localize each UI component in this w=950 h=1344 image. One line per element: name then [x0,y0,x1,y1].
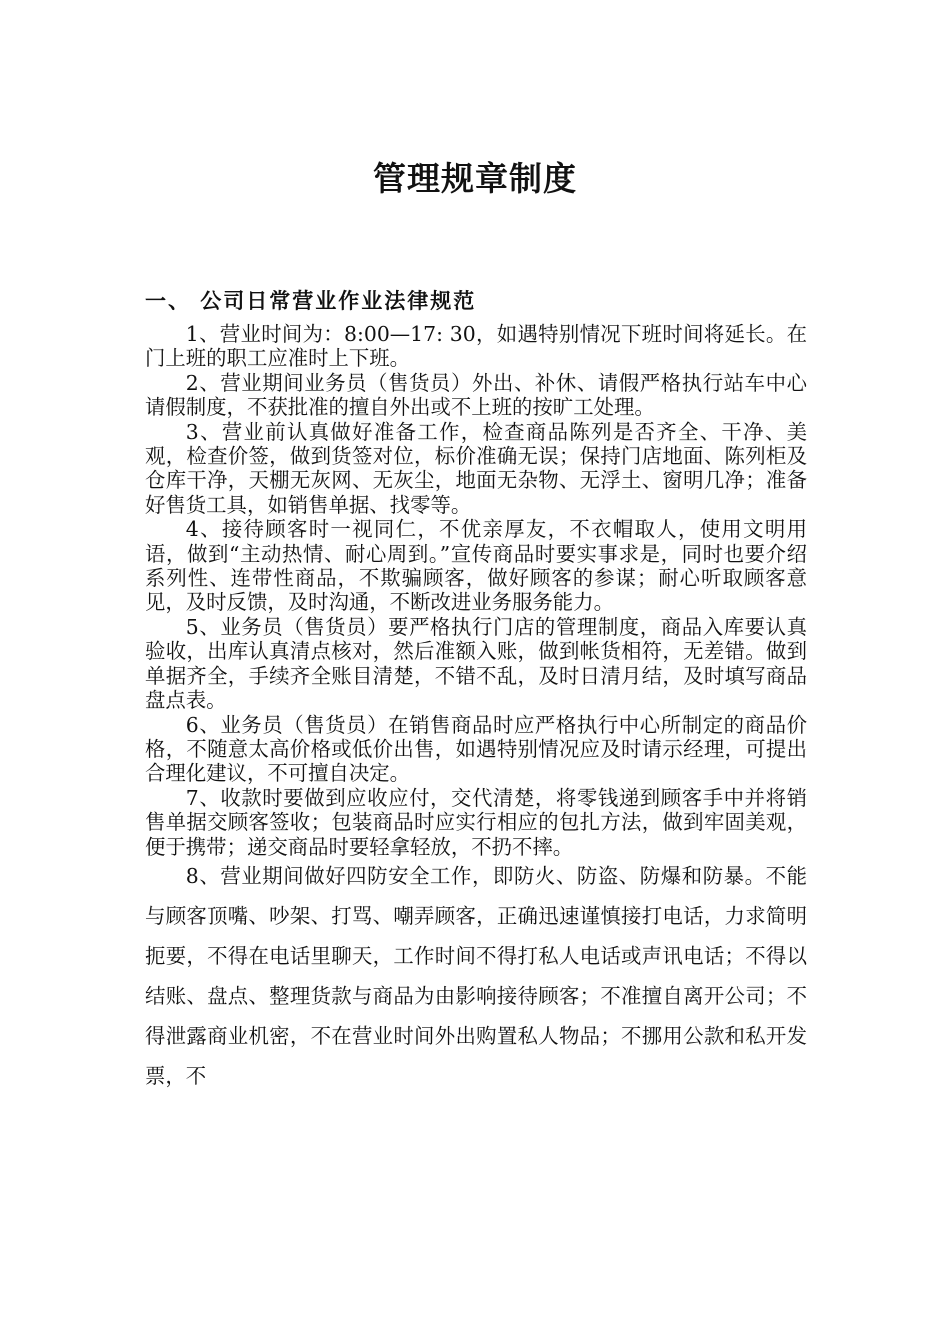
paragraph-3: 3、营业前认真做好准备工作，检查商品陈列是否齐全、干净、美观，检查价签，做到货签对位，标价准确无误；保持门店地面、陈列柜及仓库干净，天棚无灰网、无灰尘，地面无杂物、无浮土、窗明几净；准备好售货工具，如销售单据、找零等。 [145,419,807,517]
paragraph-5: 5、业务员（售货员）要严格执行门店的管理制度，商品入库要认真验收，出库认真清点核对，然后准额入账，做到帐货相符，无差错。做到单据齐全，手续齐全账目清楚，不错不乱，及时日清月结，及时填写商品盘点表。 [145,614,807,713]
paragraph-4: 4、接待顾客时一视同仁，不优亲厚友，不衣帽取人，使用文明用语，做到“主动热情、耐心周到。”宣传商品时要实事求是，同时也要介绍系列性、连带性商品，不欺骗顾客，做好顾客的参谋；耐心听取顾客意见，及时反馈，及时沟通，不断改进业务服务能力。 [145,517,807,615]
paragraph-7: 7、收款时要做到应收应付，交代清楚，将零钱递到顾客手中并将销售单据交顾客签收；包装商品时应实行相应的包扎方法，做到牢固美观，便于携带；递交商品时要轻拿轻放，不扔不摔。 [145,785,807,859]
paragraph-2: 2、营业期间业务员（售货员）外出、补休、请假严格执行站车中心请假制度，不获批准的擅自外出或不上班的按旷工处理。 [145,370,807,420]
paragraph-6: 6、业务员（售货员）在销售商品时应严格执行中心所制定的商品价格，不随意太高价格或低价出售，如遇特别情况应及时请示经理，可提出合理化建议，不可擅自决定。 [145,712,807,786]
page-title: 管理规章制度 [373,159,577,198]
paragraph-1: 1、营业时间为：8:00—17: 30，如遇特别情况下班时间将延长。在门上班的职工应准时上下班。 [145,322,807,371]
section-body [145,322,807,1096]
paragraph-8: 8、营业期间做好四防安全工作，即防火、防盗、防爆和防暴。不能与顾客顶嘴、吵架、打骂、嘲弄顾客，正确迅速谨慎接打电话，力求简明扼要，不得在电话里聊天，工作时间不得打私人电话或声讯电话；不得以结账、盘点、整理货款与商品为由影响接待顾客；不准擅自离开公司；不得泄露商业机密，不在营业时间外出购置私人物品；不挪用公款和私开发票，不 [145,863,807,1088]
section-heading: 一、 公司日常营业作业法律规范 [145,289,477,313]
